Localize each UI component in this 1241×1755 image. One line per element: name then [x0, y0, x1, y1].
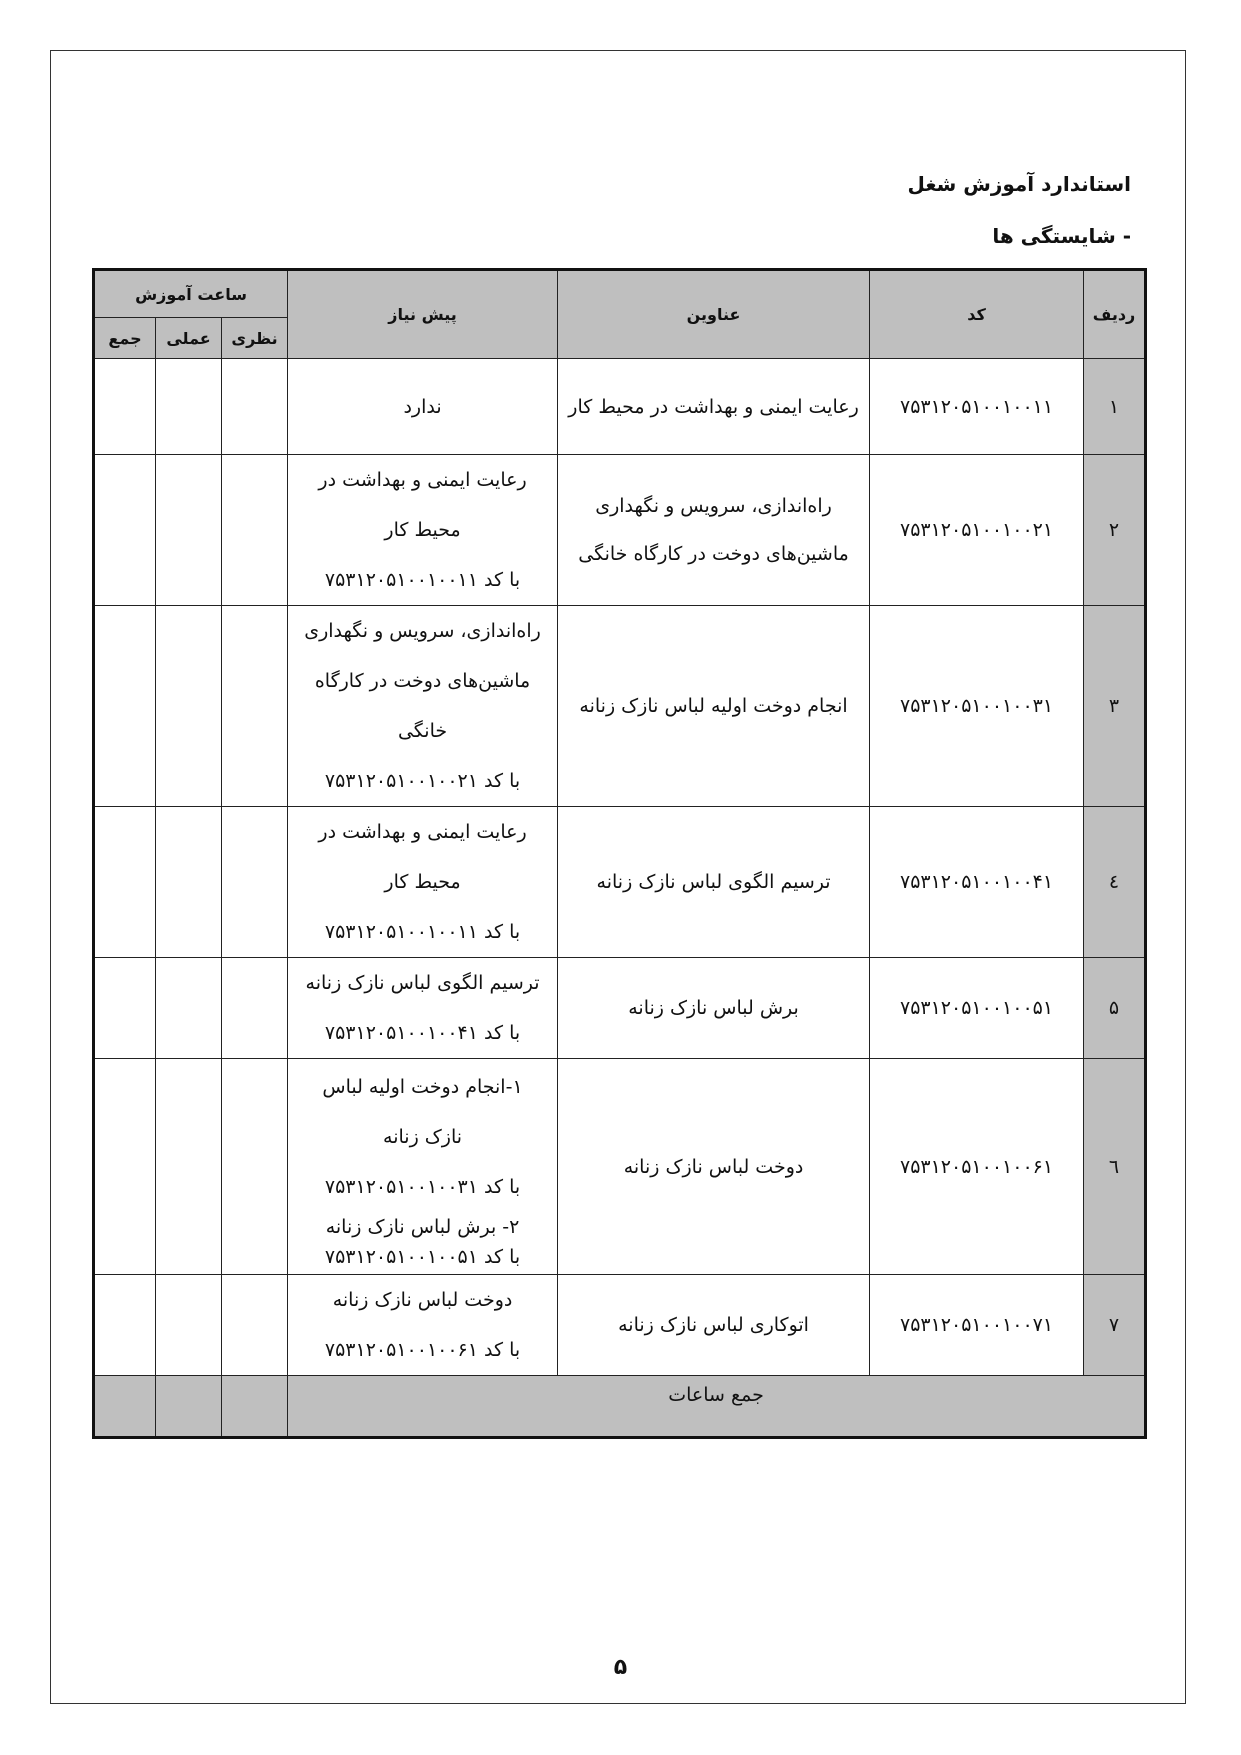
competency-title: انجام دوخت اولیه لباس نازک زنانه [558, 606, 870, 807]
header-theory: نظری [222, 318, 288, 359]
competency-code: ۷۵۳۱۲۰۵۱۰۰۱۰۰۵۱ [870, 958, 1084, 1059]
row-number: ۵ [1084, 958, 1146, 1059]
competency-title: رعایت ایمنی و بهداشت در محیط کار [558, 359, 870, 455]
total-hours-cell [94, 1059, 156, 1275]
prerequisite-line: با کد ۷۵۳۱۲۰۵۱۰۰۱۰۰۳۱ [324, 1175, 521, 1198]
table-row [94, 807, 1146, 958]
table-row [94, 455, 1146, 606]
header-prerequisite: پیش نیاز [288, 270, 558, 359]
competency-code: ۷۵۳۱۲۰۵۱۰۰۱۰۰۶۱ [870, 1059, 1084, 1275]
theory-hours-cell [222, 1275, 288, 1376]
total-theory-cell [222, 1376, 288, 1438]
competency-code: ۷۵۳۱۲۰۵۱۰۰۱۰۰۴۱ [870, 807, 1084, 958]
prerequisite-line: با کد ۷۵۳۱۲۰۵۱۰۰۱۰۰۱۱ [324, 569, 521, 591]
total-hours-cell [94, 455, 156, 606]
header-total: جمع [94, 318, 156, 359]
competency-code: ۷۵۳۱۲۰۵۱۰۰۱۰۰۲۱ [870, 455, 1084, 606]
competency-title: برش لباس نازک زنانه [558, 958, 870, 1059]
competency-code: ۷۵۳۱۲۰۵۱۰۰۱۰۰۷۱ [870, 1275, 1084, 1376]
table-row [94, 606, 1146, 807]
header-practical: عملی [156, 318, 222, 359]
prerequisite-cell [288, 455, 558, 606]
total-hours-cell [94, 958, 156, 1059]
practical-hours-cell [156, 1059, 222, 1275]
competency-table [92, 268, 1147, 1439]
prerequisite-line: با کد ۷۵۳۱۲۰۵۱۰۰۱۰۰۱۱ [324, 921, 521, 943]
row-number: ۷ [1084, 1275, 1146, 1376]
theory-hours-cell [222, 1059, 288, 1275]
prerequisite-line: خانگی [397, 720, 448, 742]
row-number: ٦ [1084, 1059, 1146, 1275]
prerequisite-cell [288, 1059, 558, 1275]
total-hours-row [94, 1376, 1146, 1438]
prerequisite-line: رعایت ایمنی و بهداشت در [318, 469, 527, 491]
prerequisite-line: راه‌اندازی، سرویس و نگهداری [304, 620, 541, 642]
total-practical-cell [156, 1376, 222, 1438]
competency-title: راه‌اندازی، سرویس و نگهداری ماشین‌های دوخت در کارگاه خانگی [558, 455, 870, 606]
prerequisite-line: با کد ۷۵۳۱۲۰۵۱۰۰۱۰۰۴۱ [324, 1022, 521, 1044]
table-row [94, 359, 1146, 455]
prerequisite-cell [288, 359, 558, 455]
total-hours-cell [94, 606, 156, 807]
competency-title: دوخت لباس نازک زنانه [558, 1059, 870, 1275]
practical-hours-cell [156, 1275, 222, 1376]
prerequisite-line: محیط کار [384, 519, 461, 541]
prerequisite-cell [288, 958, 558, 1059]
total-hours-cell [94, 807, 156, 958]
header-code: کد [870, 270, 1084, 359]
prerequisite-line: رعایت ایمنی و بهداشت در [318, 821, 527, 843]
practical-hours-cell [156, 455, 222, 606]
theory-hours-cell [222, 606, 288, 807]
prerequisite-line: ندارد [403, 395, 442, 418]
table-row [94, 1059, 1146, 1275]
header-training-hours: ساعت آموزش [94, 270, 288, 318]
prerequisite-line: ۱-انجام دوخت اولیه لباس [322, 1075, 523, 1098]
total-sum-cell [94, 1376, 156, 1438]
row-number: ۲ [1084, 455, 1146, 606]
prerequisite-line: محیط کار [384, 871, 461, 893]
prerequisite-cell [288, 1275, 558, 1376]
theory-hours-cell [222, 807, 288, 958]
competency-code: ۷۵۳۱۲۰۵۱۰۰۱۰۰۳۱ [870, 606, 1084, 807]
practical-hours-cell [156, 958, 222, 1059]
total-hours-label: جمع ساعات [288, 1376, 1146, 1438]
prerequisite-line: با کد ۷۵۳۱۲۰۵۱۰۰۱۰۰۵۱ [324, 1245, 521, 1268]
table-row [94, 1275, 1146, 1376]
prerequisite-line: دوخت لباس نازک زنانه [332, 1289, 513, 1311]
prerequisite-line: ۲- برش لباس نازک زنانه [325, 1215, 520, 1238]
row-number: ٤ [1084, 807, 1146, 958]
theory-hours-cell [222, 359, 288, 455]
prerequisite-line: ترسیم الگوی لباس نازک زنانه [305, 972, 540, 994]
header-titles: عناوین [558, 270, 870, 359]
page-number: ۵ [613, 1655, 628, 1680]
total-hours-cell [94, 359, 156, 455]
practical-hours-cell [156, 807, 222, 958]
practical-hours-cell [156, 359, 222, 455]
theory-hours-cell [222, 958, 288, 1059]
total-hours-cell [94, 1275, 156, 1376]
row-number: ۱ [1084, 359, 1146, 455]
prerequisite-line: ماشین‌های دوخت در کارگاه [314, 670, 531, 692]
prerequisite-line: با کد ۷۵۳۱۲۰۵۱۰۰۱۰۰۶۱ [324, 1339, 521, 1361]
theory-hours-cell [222, 455, 288, 606]
table-row [94, 958, 1146, 1059]
section-subtitle: - شایستگی ها [992, 224, 1131, 248]
competency-title: اتوکاری لباس نازک زنانه [558, 1275, 870, 1376]
row-number: ۳ [1084, 606, 1146, 807]
practical-hours-cell [156, 606, 222, 807]
prerequisite-line: با کد ۷۵۳۱۲۰۵۱۰۰۱۰۰۲۱ [324, 770, 521, 792]
prerequisite-cell [288, 807, 558, 958]
prerequisite-line: نازک زنانه [383, 1125, 463, 1148]
competency-title: ترسیم الگوی لباس نازک زنانه [558, 807, 870, 958]
header-row-number: ردیف [1084, 270, 1146, 359]
competency-code: ۷۵۳۱۲۰۵۱۰۰۱۰۰۱۱ [870, 359, 1084, 455]
prerequisite-cell [288, 606, 558, 807]
page-title: استاندارد آموزش شغل [907, 172, 1131, 196]
